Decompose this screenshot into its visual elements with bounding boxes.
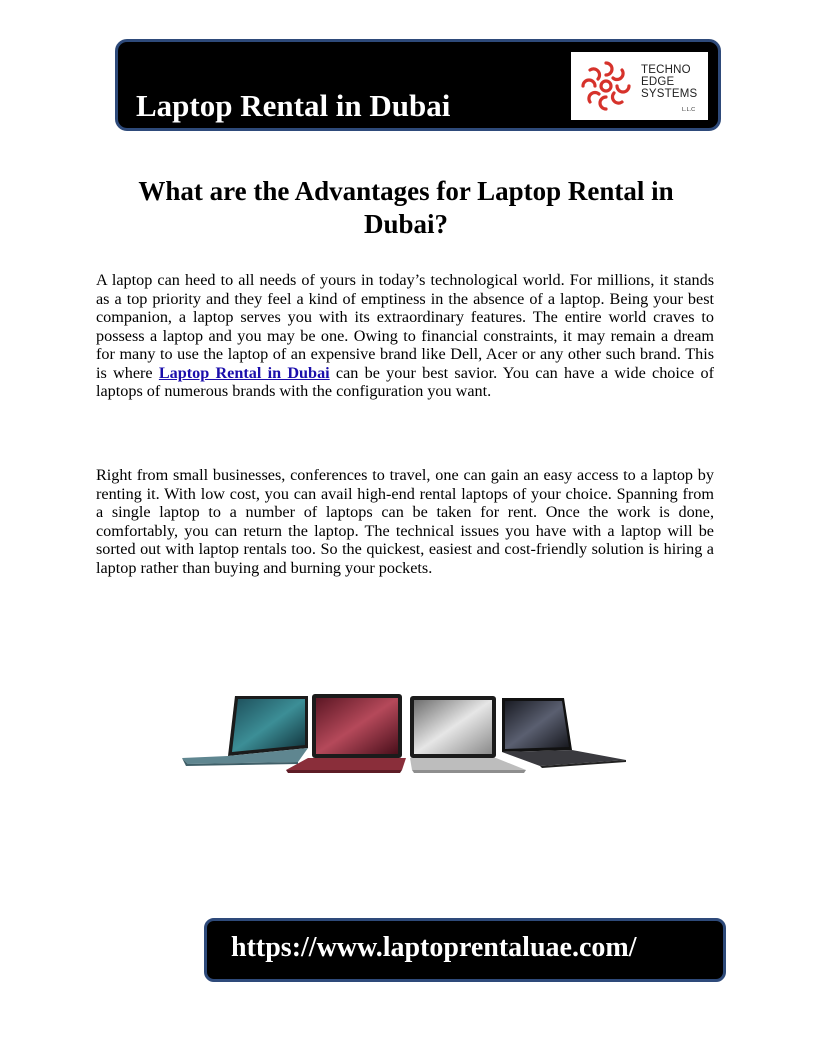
logo-suffix: L.L.C bbox=[682, 107, 696, 113]
paragraph-1 bbox=[96, 271, 714, 401]
techno-edge-logo-icon bbox=[579, 59, 633, 113]
paragraph-2: Right from small businesses, conferences to travel, one can gain an easy access to a laptop by renting it. With low cost, you can avail high-end rental laptops of your choice. Spanning from a single laptop to a number of laptops can be taken for rent. Once the work is done, comfortably, you can return the laptop. The technical issues you have with a laptop will be sorted out with laptop rentals too. So the quickest, easiest and cost-friendly solution is hiring a laptop rather than buying and burning your pockets. bbox=[96, 466, 714, 577]
logo-line-1: TECHNO bbox=[641, 64, 691, 76]
laptop-rental-link[interactable]: Laptop Rental in Dubai bbox=[158, 363, 330, 382]
logo-line-2: EDGE bbox=[641, 76, 675, 88]
footer-banner bbox=[204, 918, 726, 982]
logo-line-3: SYSTEMS bbox=[641, 88, 698, 100]
header-banner bbox=[115, 39, 721, 131]
page-heading: What are the Advantages for Laptop Rental in Dubai? bbox=[138, 176, 674, 239]
header-title: Laptop Rental in Dubai bbox=[136, 88, 451, 123]
laptop-black bbox=[502, 698, 626, 768]
logo-wordmark bbox=[641, 64, 697, 100]
laptops-illustration bbox=[180, 690, 628, 776]
paragraph-1-text-before: A laptop can heed to all needs of yours in today’s technological world. For millions, it stands as a top priority and they feel a kind of emptiness in the absence of a laptop. Being your best companion, a laptop serves you with its extraordinary features. The entire world craves to possess a laptop and you may be one. Owing to financial constraints, it may remain a dream for many to use the laptop of an expensive brand like Dell, Acer or any other such brand. This is where bbox=[96, 271, 714, 382]
company-logo bbox=[571, 52, 708, 120]
website-url[interactable]: https://www.laptoprentaluae.com/ bbox=[231, 932, 637, 963]
laptop-teal bbox=[182, 696, 308, 766]
paragraph-1-text-after: can be your best savior. You can have a wide choice of laptops of numerous brands with the configuration you want. bbox=[96, 363, 714, 400]
